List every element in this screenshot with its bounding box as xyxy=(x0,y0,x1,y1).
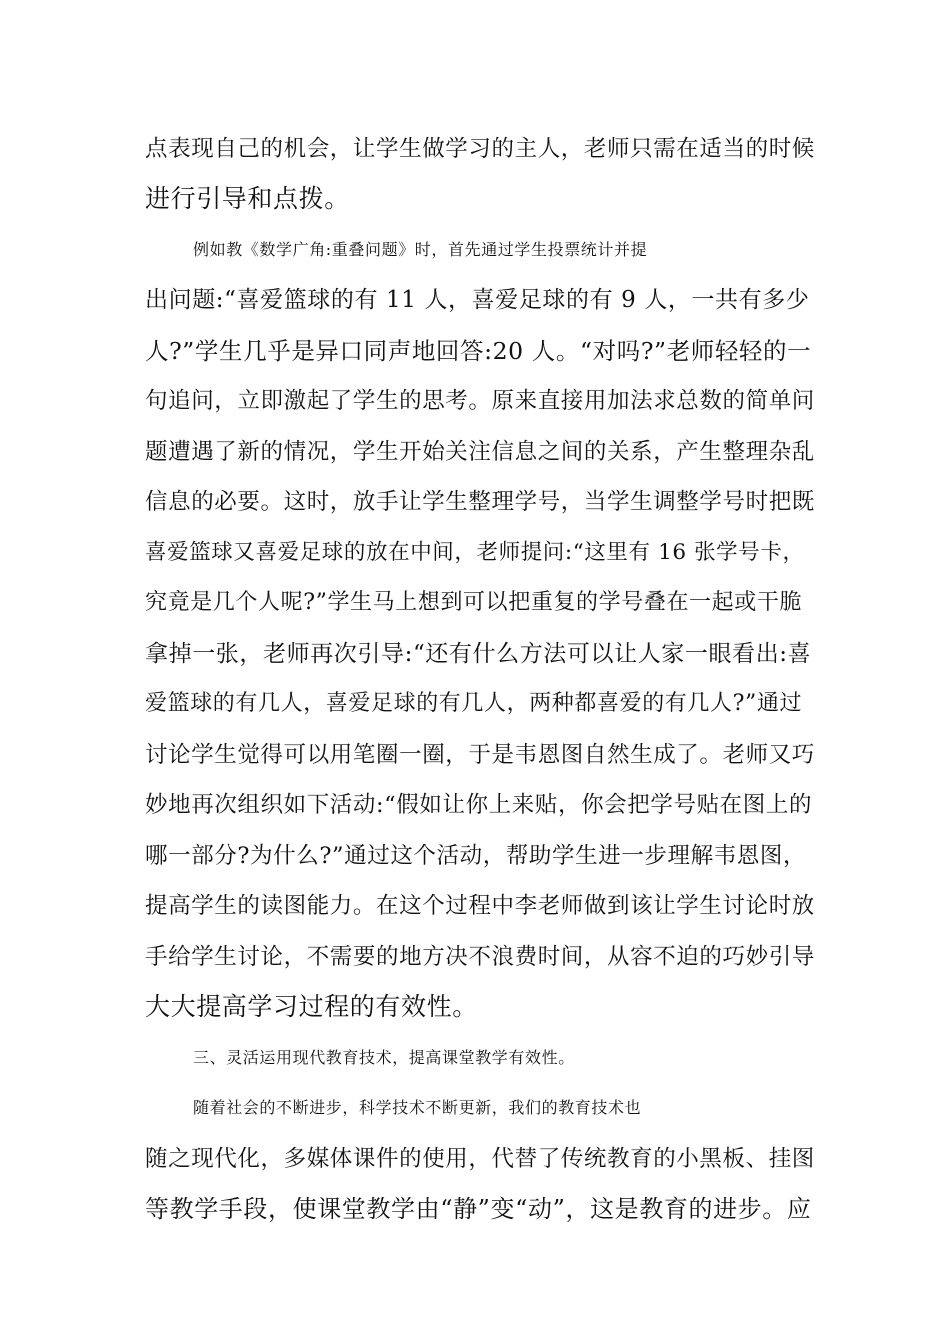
text-line: 妙地再次组织如下活动:“假如让你上来贴，你会把学号贴在图上的 xyxy=(145,792,813,818)
text-line: 拿掉一张，老师再次引导:“还有什么方法可以让人家一眼看出:喜 xyxy=(145,641,812,667)
text-line: 出问题:“喜爱篮球的有 11 人，喜爱足球的有 9 人，一共有多少 xyxy=(145,287,810,313)
text-line: 喜爱篮球又喜爱足球的放在中间，老师提问:“这里有 16 张学号卡， xyxy=(145,540,805,565)
text-line: 题遭遇了新的情况，学生开始关注信息之间的关系，产生整理杂乱 xyxy=(145,439,815,465)
paragraph-start-line: 随着社会的不断进步，科学技术不断更新，我们的教育技术也 xyxy=(193,1098,642,1117)
text-line: 进行引导和点拨。 xyxy=(145,184,350,213)
text-line: 大大提高学习过程的有效性。 xyxy=(145,992,478,1021)
text-line: 等教学手段，使课堂教学由“静”变“动”，这是教育的进步。应 xyxy=(145,1195,812,1223)
section-heading: 三、灵活运用现代教育技术，提高课堂教学有效性。 xyxy=(193,1048,575,1067)
text-line: 讨论学生觉得可以用笔圈一圈，于是韦恩图自然生成了。老师又巧 xyxy=(145,742,815,768)
text-line: 提高学生的读图能力。在这个过程中李老师做到该让学生讨论时放 xyxy=(145,893,815,919)
text-line: 究竟是几个人呢?”学生马上想到可以把重复的学号叠在一起或干脆 xyxy=(145,590,803,615)
paragraph-start-line: 例如教《数学广角:重叠问题》时，首先通过学生投票统计并提 xyxy=(193,240,648,259)
text-line: 哪一部分?为什么?”通过这个活动，帮助学生进一步理解韦恩图， xyxy=(145,843,807,869)
text-line: 随之现代化，多媒体课件的使用，代替了传统教育的小黑板、挂图 xyxy=(145,1146,815,1172)
text-line: 信息的必要。这时，放手让学生整理学号，当学生调整学号时把既 xyxy=(145,489,815,515)
text-line: 点表现自己的机会，让学生做学习的主人，老师只需在适当的时候 xyxy=(145,136,815,162)
text-line: 爱篮球的有几人，喜爱足球的有几人，两种都喜爱的有几人?”通过 xyxy=(145,691,803,716)
text-line: 人?”学生几乎是异口同声地回答:20 人。“对吗?”老师轻轻的一 xyxy=(145,337,812,365)
text-line: 手给学生讨论，不需要的地方决不浪费时间，从容不迫的巧妙引导 xyxy=(145,944,815,970)
text-line: 句追问，立即激起了学生的思考。原来直接用加法求总数的简单问 xyxy=(145,388,815,414)
